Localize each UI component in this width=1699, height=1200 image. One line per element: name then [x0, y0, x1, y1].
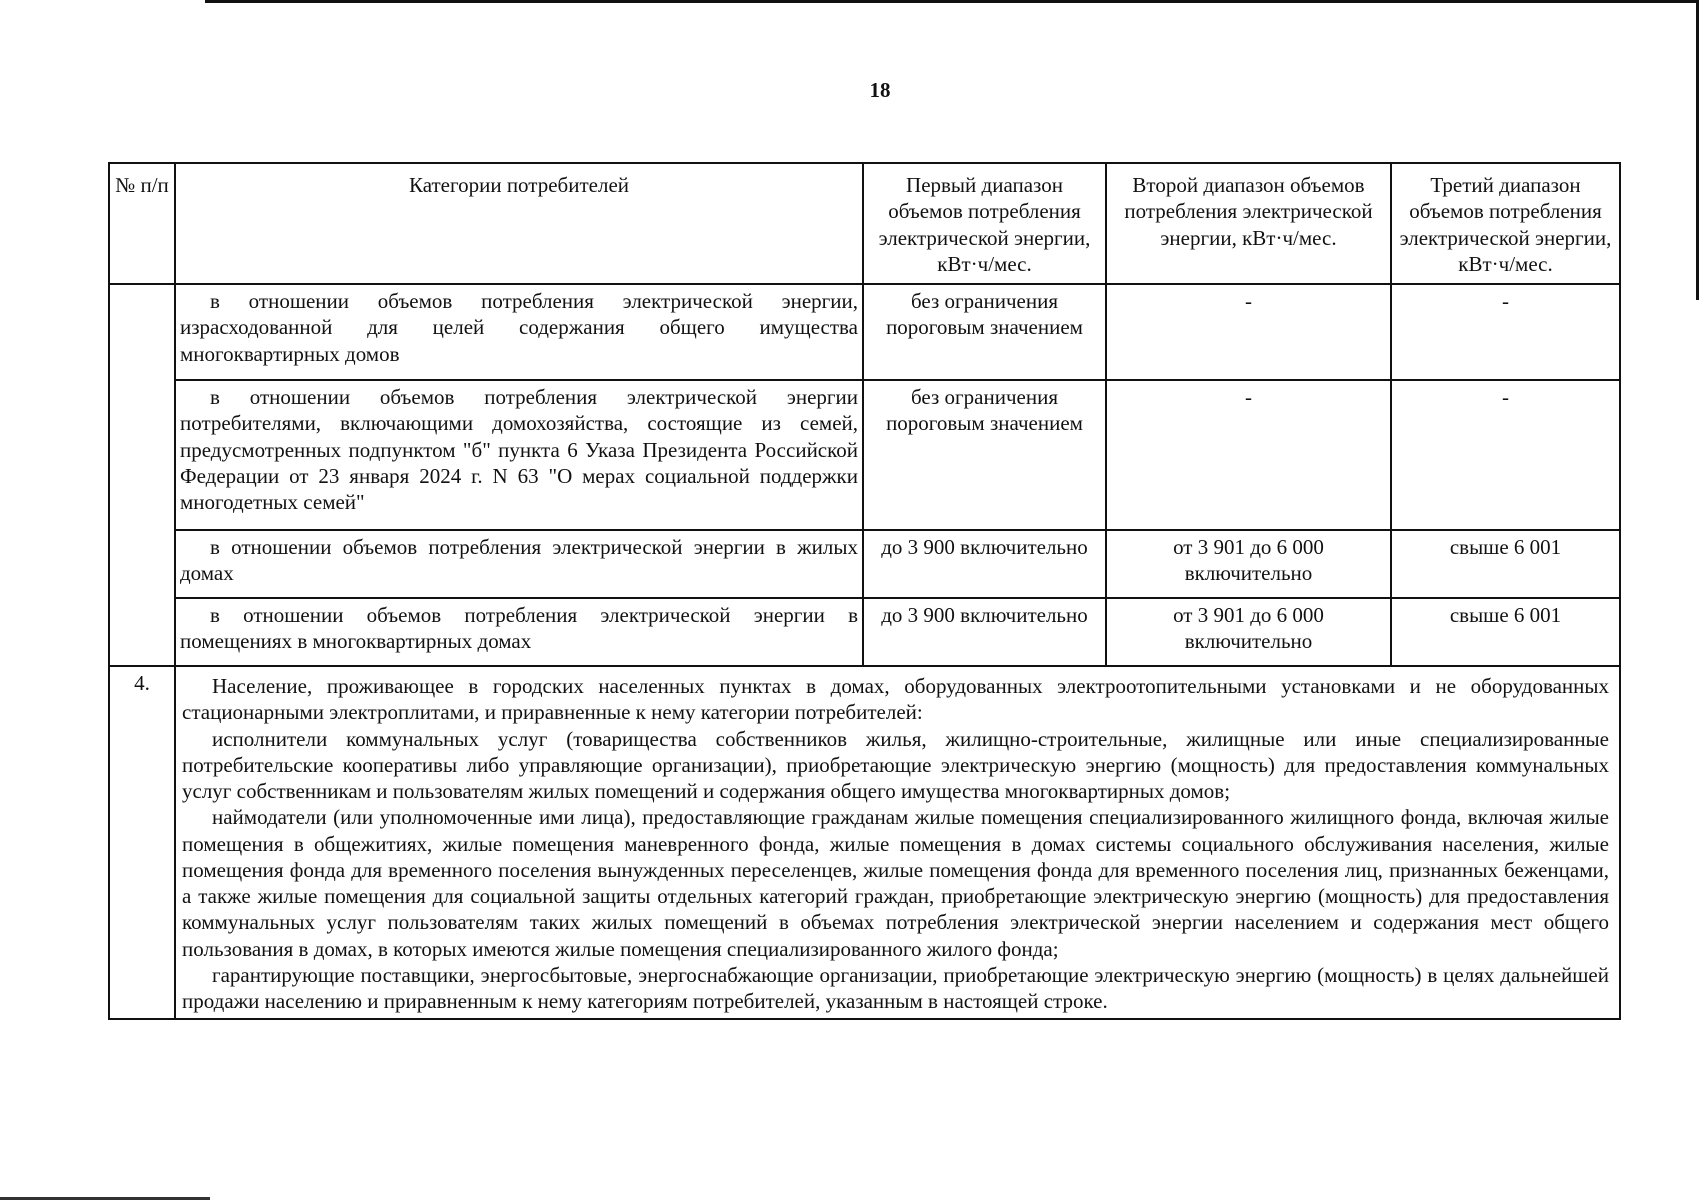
table-row — [109, 530, 1620, 598]
header-range1: Первый диапазон объемов потребления электрической энергии, кВт·ч/мес. — [863, 163, 1106, 284]
section-4-paragraph: исполнители коммунальных услуг (товарищества собственников жилья, жилищно-строительные, жилищные или иные специализированные потребительские кооперативы либо управляющие организации), приобретающие электрическую энергию (мощность) для предоставления коммунальных услуг собственникам и пользователям жилых помещений и содержания общего имущества многоквартирных домов; — [182, 726, 1609, 803]
row-range2: от 3 901 до 6 000 включительно — [1106, 530, 1391, 598]
row-range2: - — [1106, 284, 1391, 380]
row-category: в отношении объемов потребления электрической энергии потребителями, включающими домохозяйства, состоящие из семей, предусмотренных подпунктом "б" пункта 6 Указа Президента Российской Федерации от 23 января 2024 г. N 63 "О мерах социальной поддержки многодетных семей" — [175, 380, 863, 530]
row-range1: без ограничения пороговым значением — [863, 284, 1106, 380]
row-range2: от 3 901 до 6 000 включительно — [1106, 598, 1391, 666]
header-range3: Третий диапазон объемов потребления электрической энергии, кВт·ч/мес. — [1391, 163, 1620, 284]
table-row — [109, 284, 1620, 380]
table-header-row — [109, 163, 1620, 284]
row-range3: - — [1391, 284, 1620, 380]
row-category: в отношении объемов потребления электрической энергии в жилых домах — [175, 530, 863, 598]
row-category: в отношении объемов потребления электрической энергии, израсходованной для целей содержания общего имущества многоквартирных домов — [175, 284, 863, 380]
row-category: в отношении объемов потребления электрической энергии в помещениях в многоквартирных домах — [175, 598, 863, 666]
header-range2: Второй диапазон объемов потребления электрической энергии, кВт·ч/мес. — [1106, 163, 1391, 284]
section-4-row — [109, 666, 1620, 1019]
row-range3: - — [1391, 380, 1620, 530]
scan-edge-top — [205, 0, 1699, 3]
table-row — [109, 598, 1620, 666]
row-range3: свыше 6 001 — [1391, 530, 1620, 598]
row-range1: до 3 900 включительно — [863, 598, 1106, 666]
row-num-empty — [109, 284, 175, 666]
section-4-paragraph: гарантирующие поставщики, энергосбытовые, энергоснабжающие организации, приобретающие электрическую энергию (мощность) в целях дальнейшей продажи населению и приравненным к нему категориям потребителей, указанным в настоящей строке. — [182, 962, 1609, 1013]
header-category: Категории потребителей — [175, 163, 863, 284]
page-number: 18 — [869, 78, 891, 102]
header-num: № п/п — [109, 163, 175, 284]
row-range2: - — [1106, 380, 1391, 530]
row-range1: до 3 900 включительно — [863, 530, 1106, 598]
section-4-paragraph: наймодатели (или уполномоченные ими лица), предоставляющие гражданам жилые помещения специализированного жилищного фонда, включая жилые помещения в общежитиях, жилые помещения маневренного фонда, жилые помещения в домах системы социального обслуживания населения, жилые помещения фонда для временного поселения вынужденных переселенцев, жилые помещения фонда для временного поселения лиц, признанных беженцами, а также жилые помещения для социальной защиты отдельных категорий граждан, приобретающие электрическую энергию (мощность) для предоставления коммунальных услуг пользователям таких жилых помещений в объемах потребления электрической энергии населением и содержания мест общего пользования в домах, в которых имеются жилые помещения специализированного жилого фонда; — [182, 805, 1609, 961]
row-range3: свыше 6 001 — [1391, 598, 1620, 666]
section-4-body — [175, 666, 1620, 1019]
table-row — [109, 380, 1620, 530]
section-4-num: 4. — [109, 666, 175, 1019]
section-4-paragraph: Население, проживающее в городских населенных пунктах в домах, оборудованных электроотопительными установками и не оборудованных стационарными электроплитами, и приравненные к нему категории потребителей: — [182, 674, 1609, 725]
tariff-table — [108, 162, 1621, 1020]
row-range1: без ограничения пороговым значением — [863, 380, 1106, 530]
